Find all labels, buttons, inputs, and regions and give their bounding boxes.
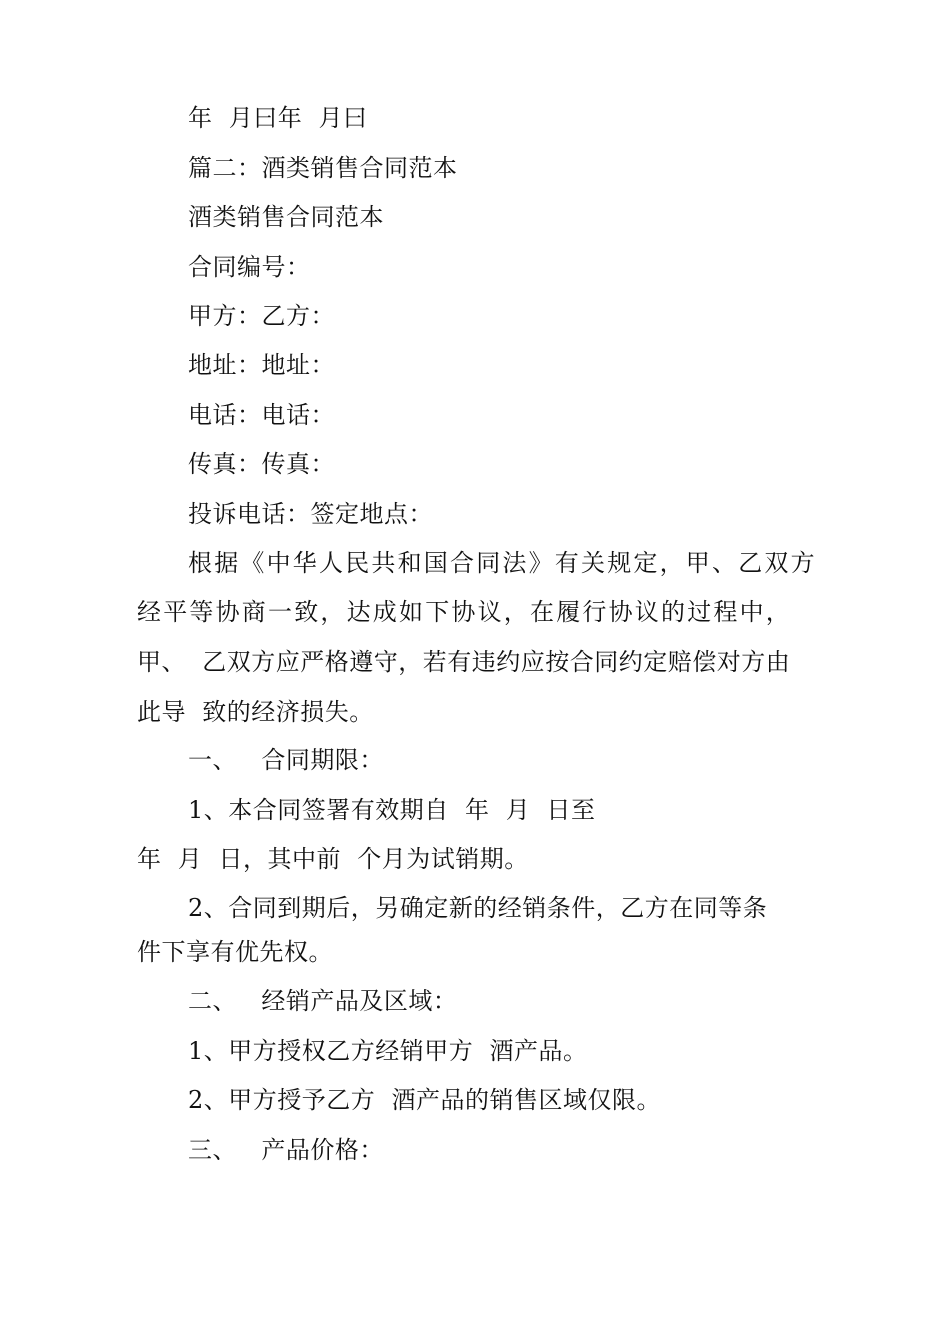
phone-line: 电话：电话： <box>188 401 335 429</box>
body-paragraph-line-4: 此导 致的经济损失。 <box>137 698 374 726</box>
fax-line: 传真：传真： <box>188 450 335 478</box>
clause-heading-3: 三、 产品价格： <box>188 1136 384 1164</box>
contract-title: 酒类销售合同范本 <box>188 203 384 231</box>
body-paragraph-line-3: 甲、 乙双方应严格遵守，若有违约应按合同约定赔偿对方由 <box>137 648 791 676</box>
contract-number-field: 合同编号： <box>188 253 311 281</box>
clause-item-1-2-cont: 件下享有优先权。 <box>137 938 333 966</box>
complaint-phone-line: 投诉电话：签定地点： <box>188 500 433 528</box>
section-title: 篇二：酒类销售合同范本 <box>188 154 458 182</box>
clause-item-1-2: 2、合同到期后，另确定新的经销条件，乙方在同等条 <box>188 894 768 922</box>
clause-heading-2: 二、 经销产品及区域： <box>188 987 458 1015</box>
clause-item-2-2: 2、甲方授予乙方 酒产品的销售区域仅限。 <box>188 1086 662 1114</box>
party-line: 甲方：乙方： <box>188 302 335 330</box>
clause-item-1-1: 1、本合同签署有效期自 年 月 日至 <box>188 796 596 824</box>
date-line: 年 月曰年 月曰 <box>188 104 368 132</box>
address-line: 地址：地址： <box>188 351 335 379</box>
body-paragraph-line-2: 经平等协商一致，达成如下协议，在履行协议的过程中， <box>137 598 792 626</box>
clause-item-2-1: 1、甲方授权乙方经销甲方 酒产品。 <box>188 1037 588 1065</box>
clause-heading-1: 一、 合同期限： <box>188 746 384 774</box>
body-paragraph-line-1: 根据《中华人民共和国合同法》有关规定，甲、乙双方 <box>188 549 817 577</box>
clause-item-1-1-cont: 年 月 日，其中前 个月为试销期。 <box>137 845 529 873</box>
